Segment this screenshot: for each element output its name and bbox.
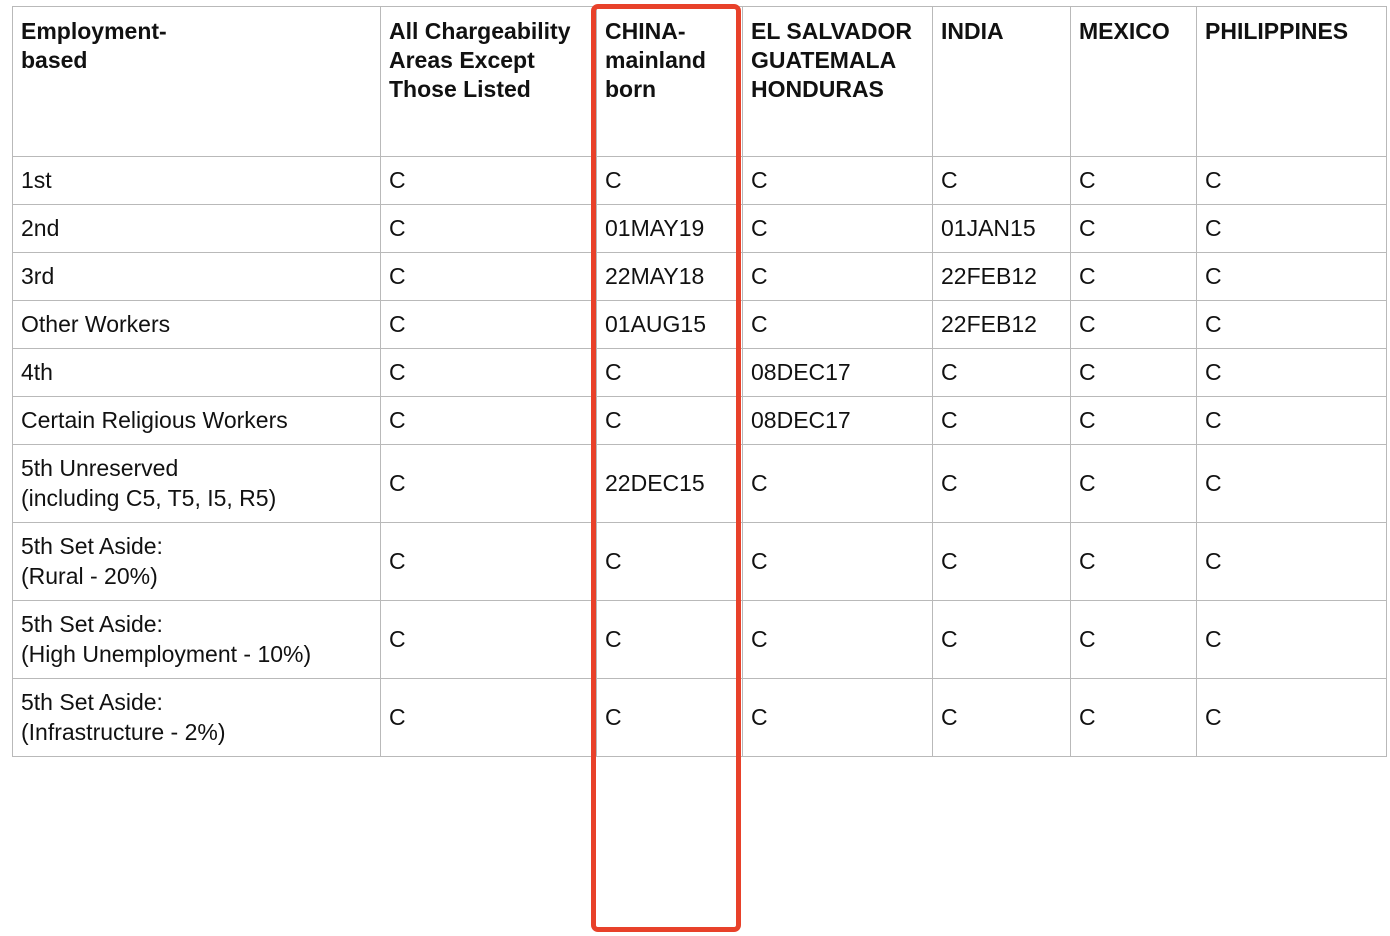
cell-mexico: C: [1071, 349, 1197, 397]
table-row: [13, 445, 1387, 523]
column-header-philippines: [1197, 7, 1387, 157]
cell-china: 22DEC15: [597, 445, 743, 523]
header-line: based: [21, 47, 88, 74]
cell-china: C: [597, 679, 743, 757]
cell-philippines: C: [1197, 205, 1387, 253]
cell-philippines: C: [1197, 601, 1387, 679]
table-row: [13, 253, 1387, 301]
cell-all-areas: C: [381, 679, 597, 757]
row-label-line: Other Workers: [21, 310, 171, 337]
header-line: Those Listed: [389, 76, 531, 103]
row-label-4th: [13, 349, 381, 397]
row-label-line: (High Unemployment - 10%): [21, 640, 312, 667]
cell-india: 22FEB12: [933, 253, 1071, 301]
column-header-india: [933, 7, 1071, 157]
cell-mexico: C: [1071, 253, 1197, 301]
row-label-5th-unreserved: [13, 445, 381, 523]
cell-india: 01JAN15: [933, 205, 1071, 253]
table-row: [13, 301, 1387, 349]
cell-mexico: C: [1071, 679, 1197, 757]
row-label-line: 5th Unreserved: [21, 455, 179, 482]
cell-el-salvador: C: [743, 301, 933, 349]
cell-china: C: [597, 349, 743, 397]
table-row: [13, 349, 1387, 397]
column-header-employment-based: [13, 7, 381, 157]
cell-all-areas: C: [381, 397, 597, 445]
row-label-line: 2nd: [21, 214, 60, 241]
row-label-line: (including C5, T5, I5, R5): [21, 484, 277, 511]
cell-india: C: [933, 445, 1071, 523]
cell-china: 01AUG15: [597, 301, 743, 349]
cell-philippines: C: [1197, 397, 1387, 445]
cell-el-salvador: 08DEC17: [743, 397, 933, 445]
cell-india: C: [933, 601, 1071, 679]
row-label-certain-religious-workers: [13, 397, 381, 445]
cell-mexico: C: [1071, 397, 1197, 445]
header-line: GUATEMALA: [751, 47, 897, 74]
cell-mexico: C: [1071, 445, 1197, 523]
cell-mexico: C: [1071, 205, 1197, 253]
cell-el-salvador: C: [743, 445, 933, 523]
row-label-line: 3rd: [21, 262, 55, 289]
column-header-all-chargeability-areas: [381, 7, 597, 157]
table-body: [13, 157, 1387, 757]
cell-el-salvador: 08DEC17: [743, 349, 933, 397]
row-label-line: (Infrastructure - 2%): [21, 718, 226, 745]
cell-india: 22FEB12: [933, 301, 1071, 349]
table-row: [13, 205, 1387, 253]
header-line: mainland: [605, 47, 706, 74]
row-label-line: (Rural - 20%): [21, 562, 158, 589]
cell-china: 22MAY18: [597, 253, 743, 301]
cell-el-salvador: C: [743, 523, 933, 601]
row-label-5th-set-aside-high-unemployment: [13, 601, 381, 679]
cell-philippines: C: [1197, 157, 1387, 205]
header-line: INDIA: [941, 18, 1004, 44]
cell-all-areas: C: [381, 523, 597, 601]
cell-india: C: [933, 349, 1071, 397]
cell-india: C: [933, 397, 1071, 445]
header-line: HONDURAS: [751, 76, 884, 103]
cell-philippines: C: [1197, 349, 1387, 397]
row-label-other-workers: [13, 301, 381, 349]
row-label-line: Certain Religious Workers: [21, 406, 288, 433]
row-label-line: 5th Set Aside:: [21, 533, 163, 560]
header-line: born: [605, 76, 657, 103]
row-label-2nd: [13, 205, 381, 253]
header-line: EL SALVADOR: [751, 18, 913, 44]
cell-all-areas: C: [381, 601, 597, 679]
cell-china: 01MAY19: [597, 205, 743, 253]
table-header-row: [13, 7, 1387, 157]
cell-philippines: C: [1197, 679, 1387, 757]
row-label-3rd: [13, 253, 381, 301]
row-label-line: 4th: [21, 358, 53, 385]
cell-china: C: [597, 157, 743, 205]
cell-mexico: C: [1071, 601, 1197, 679]
row-label-line: 5th Set Aside:: [21, 689, 163, 716]
header-line: MEXICO: [1079, 18, 1170, 44]
employment-based-visa-table: [12, 6, 1387, 757]
cell-el-salvador: C: [743, 601, 933, 679]
cell-all-areas: C: [381, 205, 597, 253]
table-row: [13, 601, 1387, 679]
table-row: [13, 157, 1387, 205]
row-label-line: 1st: [21, 166, 52, 193]
cell-all-areas: C: [381, 301, 597, 349]
cell-el-salvador: C: [743, 253, 933, 301]
cell-mexico: C: [1071, 301, 1197, 349]
header-line: CHINA-: [605, 18, 686, 44]
row-label-line: 5th Set Aside:: [21, 611, 163, 638]
cell-china: C: [597, 523, 743, 601]
cell-all-areas: C: [381, 349, 597, 397]
cell-india: C: [933, 157, 1071, 205]
row-label-1st: [13, 157, 381, 205]
table-row: [13, 397, 1387, 445]
header-line: Employment-: [21, 18, 167, 44]
header-line: Areas Except: [389, 47, 535, 74]
cell-china: C: [597, 601, 743, 679]
cell-all-areas: C: [381, 445, 597, 523]
column-header-el-salvador-guatemala-honduras: [743, 7, 933, 157]
header-line: PHILIPPINES: [1205, 18, 1349, 44]
table-header: [13, 7, 1387, 157]
cell-philippines: C: [1197, 523, 1387, 601]
row-label-5th-set-aside-rural: [13, 523, 381, 601]
cell-all-areas: C: [381, 253, 597, 301]
cell-el-salvador: C: [743, 157, 933, 205]
column-header-mexico: [1071, 7, 1197, 157]
cell-india: C: [933, 523, 1071, 601]
cell-mexico: C: [1071, 523, 1197, 601]
cell-philippines: C: [1197, 445, 1387, 523]
cell-china: C: [597, 397, 743, 445]
table-row: [13, 679, 1387, 757]
cell-el-salvador: C: [743, 205, 933, 253]
cell-india: C: [933, 679, 1071, 757]
cell-philippines: C: [1197, 253, 1387, 301]
cell-el-salvador: C: [743, 679, 933, 757]
column-header-china-mainland-born: [597, 7, 743, 157]
cell-all-areas: C: [381, 157, 597, 205]
header-line: All Chargeability: [389, 18, 571, 44]
row-label-5th-set-aside-infrastructure: [13, 679, 381, 757]
cell-mexico: C: [1071, 157, 1197, 205]
cell-philippines: C: [1197, 301, 1387, 349]
table-row: [13, 523, 1387, 601]
